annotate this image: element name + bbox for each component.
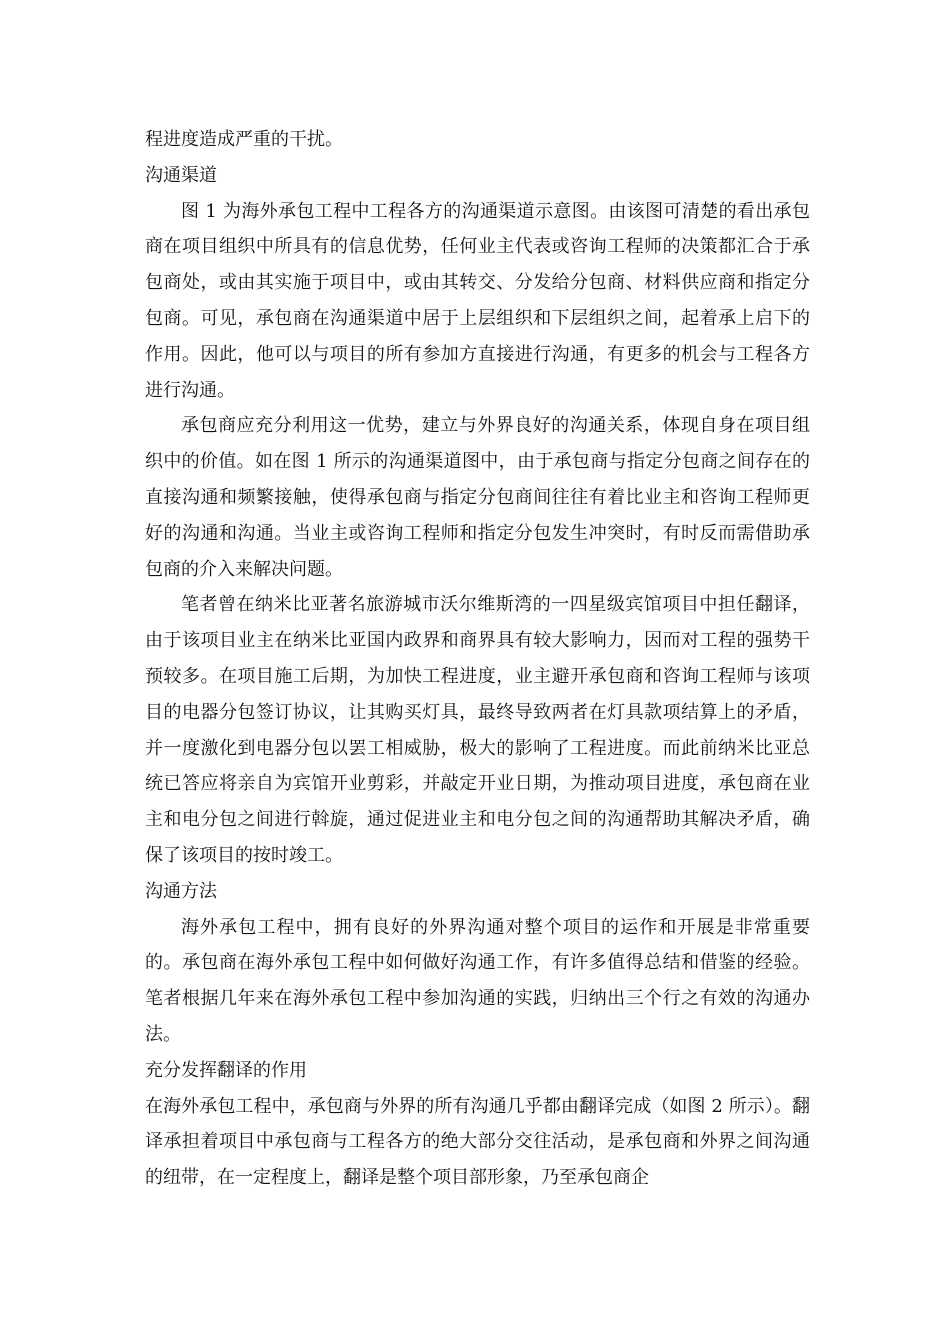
section-heading-channels: 沟通渠道 <box>145 164 217 186</box>
paragraph-contractor-advantage: 承包商应充分利用这一优势，建立与外界良好的沟通关系，体现自身在项目组织中的价值。如在图 1 所示的沟通渠道图中，由于承包商与指定分包商之间存在的直接沟通和频繁接触，使得承包商与指定分包商间往往有着比业主和咨询工程师更好的沟通和沟通。当业主或咨询工程师和指定分包发生冲突时，有时反而需借助承包商的介入来解决问题。 <box>145 415 810 580</box>
paragraph-continuation: 程进度造成严重的干扰。 <box>145 129 343 150</box>
document-body <box>145 122 810 1196</box>
section-heading-methods: 沟通方法 <box>145 880 217 902</box>
paragraph-methods-intro: 海外承包工程中，拥有良好的外界沟通对整个项目的运作和开展是非常重要的。承包商在海外承包工程中如何做好沟通工作，有许多值得总结和借鉴的经验。笔者根据几年来在海外承包工程中参加沟通的实践，归纳出三个行之有效的沟通办法。 <box>145 916 810 1045</box>
subsection-heading-translation: 充分发挥翻译的作用 <box>145 1059 307 1081</box>
paragraph-translation-role: 在海外承包工程中，承包商与外界的所有沟通几乎都由翻译完成（如图 2 所示）。翻译承担着项目中承包商与工程各方的绝大部分交往活动，是承包商和外界之间沟通的纽带，在一定程度上，翻译是整个项目部形象，乃至承包商企 <box>145 1095 810 1189</box>
paragraph-namibia-case: 笔者曾在纳米比亚著名旅游城市沃尔维斯湾的一四星级宾馆项目中担任翻译，由于该项目业主在纳米比亚国内政界和商界具有较大影响力，因而对工程的强势干预较多。在项目施工后期，为加快工程进度，业主避开承包商和咨询工程师与该项目的电器分包签订协议，让其购买灯具，最终导致两者在灯具款项结算上的矛盾，并一度激化到电器分包以罢工相威胁，极大的影响了工程进度。而此前纳米比亚总统已答应将亲自为宾馆开业剪彩，并敲定开业日期，为推动项目进度，承包商在业主和电分包之间进行斡旋，通过促进业主和电分包之间的沟通帮助其解决矛盾，确保了该项目的按时竣工。 <box>145 594 810 866</box>
paragraph-channels-figure: 图 1 为海外承包工程中工程各方的沟通渠道示意图。由该图可清楚的看出承包商在项目组织中所具有的信息优势，任何业主代表或咨询工程师的决策都汇合于承包商处，或由其实施于项目中，或由其转交、分发给分包商、材料供应商和指定分包商。可见，承包商在沟通渠道中居于上层组织和下层组织之间，起着承上启下的作用。因此，他可以与项目的所有参加方直接进行沟通，有更多的机会与工程各方进行沟通。 <box>145 200 810 401</box>
